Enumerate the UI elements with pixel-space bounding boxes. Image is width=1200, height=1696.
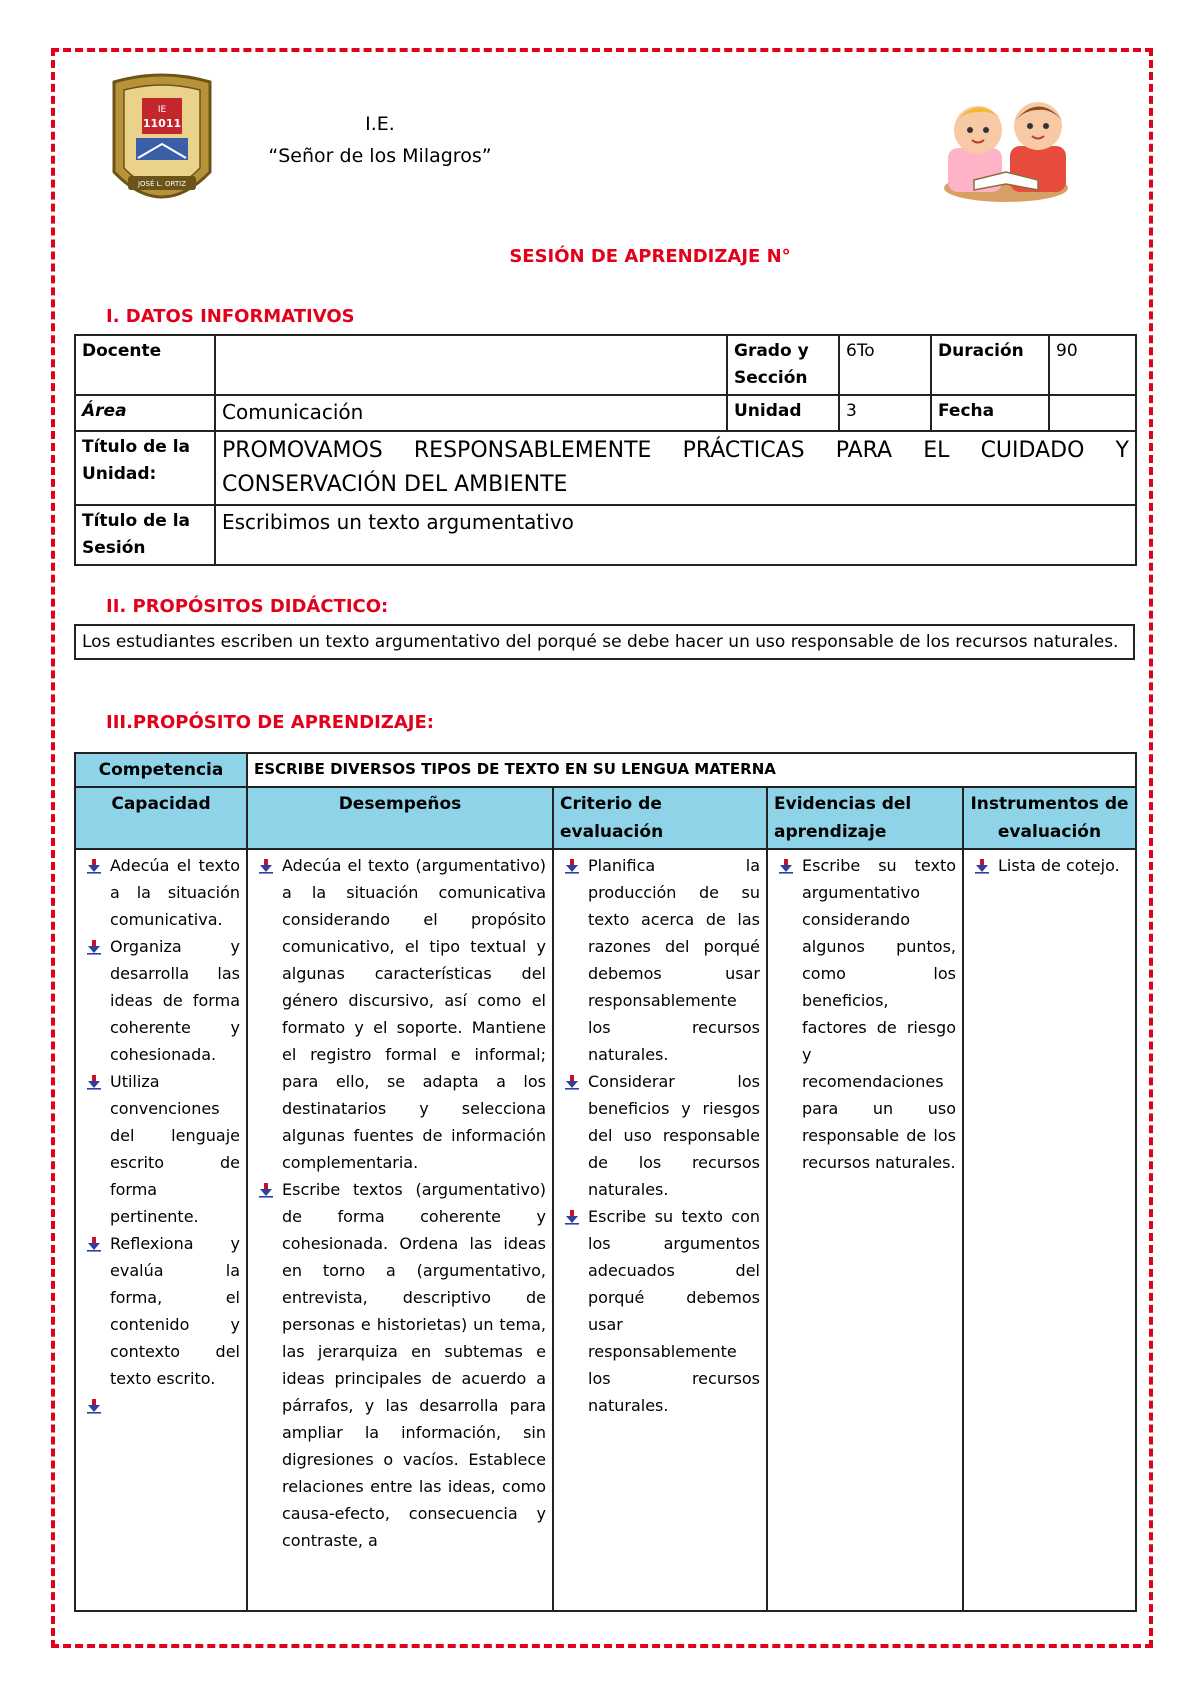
kids-reading-illustration [938,88,1074,204]
bullet-arrow-icon [778,858,794,874]
list-item-text: Considerar los beneficios y riesgos del uso responsable de los recursos naturales. [588,1072,760,1199]
evidencias-cell [767,849,963,1611]
list-item [82,1068,240,1230]
competencia-label: Competencia [75,753,247,787]
area-label: Área [75,395,215,431]
col-evidencias: Evidencias del aprendizaje [767,787,963,849]
list-item [82,1392,240,1419]
fecha-value [1049,395,1136,431]
bullet-arrow-icon [86,1236,102,1252]
list-item [774,852,956,1176]
duracion-label: Duración [931,335,1049,395]
list-item-text: Reflexiona y evalúa la forma, el contenido y contexto del texto escrito. [110,1234,240,1388]
col-capacidad: Capacidad [75,787,247,849]
section-datos-heading: I. DATOS INFORMATIVOS [106,306,355,327]
bullet-arrow-icon [564,1209,580,1225]
list-item [254,1176,546,1554]
bullet-arrow-icon [86,858,102,874]
criterio-cell [553,849,767,1611]
bullet-arrow-icon [86,939,102,955]
list-item-text: Escribe su texto con los argumentos adecuados del porqué debemos usar responsablemente los recursos naturales. [588,1207,760,1415]
area-value: Comunicación [215,395,727,431]
list-item-text: Escribe su texto argumentativo considerando algunos puntos, como los beneficios, factores de riesgo y recomendaciones para un uso responsable de los recursos naturales. [802,856,956,1172]
list-item [970,852,1129,879]
capacidad-cell [75,849,247,1611]
list-item-text: Planifica la producción de su texto acerca de las razones del porqué debemos usar responsablemente los recursos naturales. [588,856,760,1064]
desempenos-cell [247,849,553,1611]
school-prefix: I.E. [365,113,395,135]
grado-label: Grado y Sección [727,335,839,395]
list-item [82,1230,240,1392]
titulo-sesion-value: Escribimos un texto argumentativo [215,505,1136,565]
logo-text-ie: IE [157,105,167,115]
duracion-value: 90 [1049,335,1136,395]
competencia-value: ESCRIBE DIVERSOS TIPOS DE TEXTO EN SU LENGUA MATERNA [247,753,1136,787]
section-aprendizaje-heading: III.PROPÓSITO DE APRENDIZAJE: [106,712,434,733]
school-title: “Señor de los Milagros” [268,145,492,167]
datos-informativos-table [74,334,1137,566]
grado-value: 6To [839,335,931,395]
list-item-text: Utiliza convenciones del lenguaje escrito de forma pertinente. [110,1072,240,1226]
bullet-arrow-icon [258,1182,274,1198]
list-item [82,852,240,933]
bullet-arrow-icon [86,1074,102,1090]
col-desempenos: Desempeños [247,787,553,849]
titulo-unidad-label: Título de la Unidad: [75,431,215,505]
bullet-arrow-icon [564,1074,580,1090]
col-criterio: Criterio de evaluación [553,787,767,849]
list-item-text: Adecúa el texto a la situación comunicativa. [110,856,240,929]
section-propositos-heading: II. PROPÓSITOS DIDÁCTICO: [106,596,389,617]
session-title: SESIÓN DE APRENDIZAJE N° [509,246,791,267]
list-item [560,1068,760,1203]
list-item [560,852,760,1068]
fecha-label: Fecha [931,395,1049,431]
school-logo [108,72,216,212]
bullet-arrow-icon [564,858,580,874]
propositos-text: Los estudiantes escriben un texto argumentativo del porqué se debe hacer un uso responsable de los recursos naturales. [74,624,1135,660]
logo-text-name: JOSÉ L. ORTIZ [137,180,187,188]
school-name [230,108,530,172]
docente-value [215,335,727,395]
col-instrumentos: Instrumentos de evaluación [963,787,1136,849]
titulo-unidad-value: PROMOVAMOS RESPONSABLEMENTE PRÁCTICAS PARA EL CUIDADO Y CONSERVACIÓN DEL AMBIENTE [215,431,1136,505]
list-item-text: Lista de cotejo. [998,856,1120,875]
list-item [254,852,546,1176]
bullet-arrow-icon [974,858,990,874]
list-item-text: Escribe textos (argumentativo) de forma coherente y cohesionada. Ordena las ideas en torno a (argumentativo, entrevista, descriptivo de personas e historietas) un tema, las jerarquiza en subtemas e ideas principales de acuerdo a párrafos, y las desarrolla para ampliar la información, sin digresiones o vacíos. Establece relaciones entre las ideas, como causa-efecto, consecuencia y contraste, a [282,1180,546,1550]
list-item-text: Adecúa el texto (argumentativo) a la situación comunicativa considerando el propósito comunicativo, el tipo textual y algunas características del género discursivo, así como el formato y el soporte. Mantiene el registro formal e informal; para ello, se adapta a los destinatarios y selecciona algunas fuentes de información complementaria. [282,856,546,1172]
docente-label: Docente [75,335,215,395]
list-item [82,933,240,1068]
bullet-arrow-icon [86,1398,102,1414]
list-item-text: Organiza y desarrolla las ideas de forma coherente y cohesionada. [110,937,240,1064]
logo-text-number: 11011 [142,117,182,130]
list-item [560,1203,760,1419]
titulo-sesion-label: Título de la Sesión [75,505,215,565]
aprendizaje-table [74,752,1137,1612]
unidad-label: Unidad [727,395,839,431]
bullet-arrow-icon [258,858,274,874]
instrumentos-cell [963,849,1136,1611]
unidad-value: 3 [839,395,931,431]
